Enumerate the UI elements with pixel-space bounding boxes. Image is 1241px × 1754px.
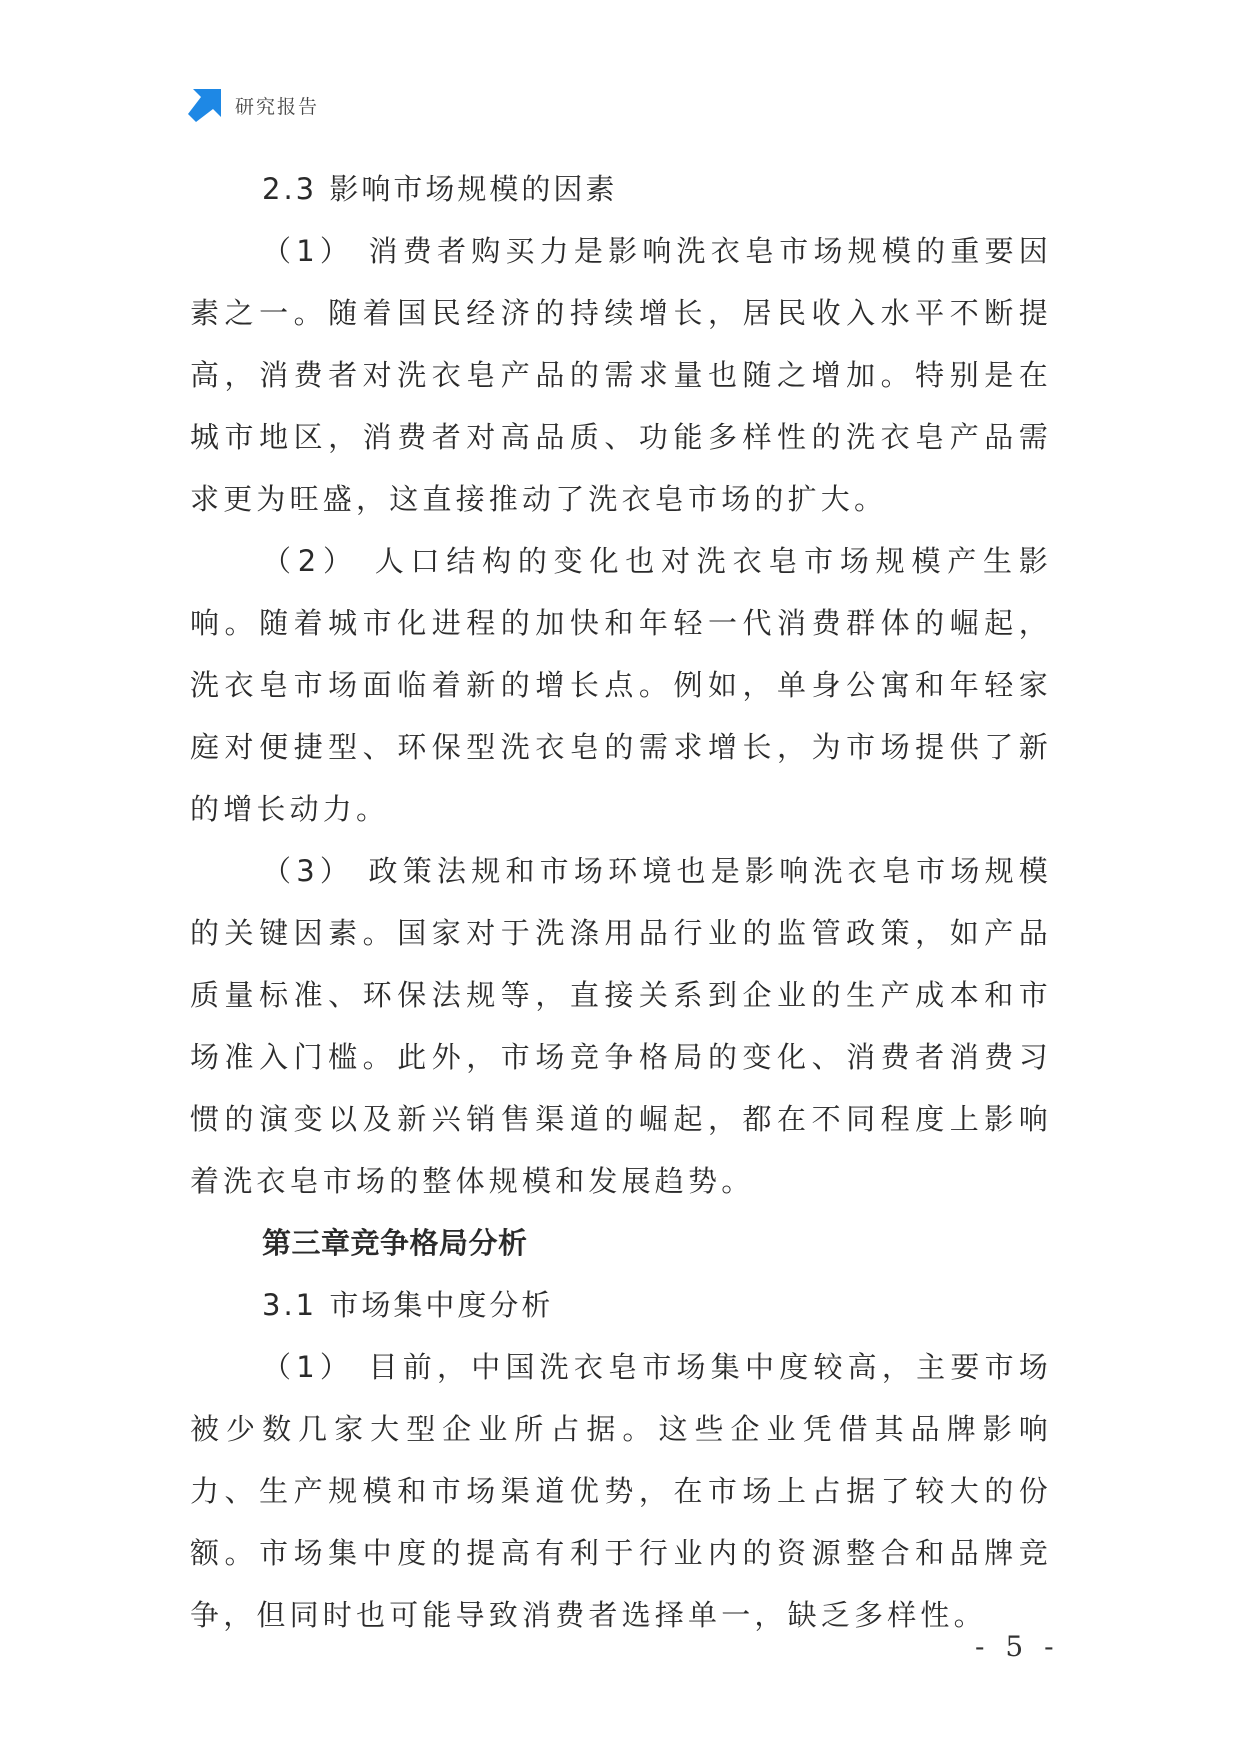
paragraph-2-3-2: （2） 人口结构的变化也对洗衣皂市场规模产生影响。随着城市化进程的加快和年轻一代消费群体的崛起，洗衣皂市场面临着新的增长点。例如，单身公寓和年轻家庭对便捷型、环保型洗衣皂的需求增长，为市场提供了新的增长动力。 <box>190 544 1052 826</box>
document-body <box>190 158 1052 1646</box>
section-3-1-heading: 3.1 市场集中度分析 <box>262 1288 554 1322</box>
arrow-up-right-logo-icon <box>188 89 221 122</box>
paragraph-2-3-1: （1） 消费者购买力是影响洗衣皂市场规模的重要因素之一。随着国民经济的持续增长，居民收入水平不断提高，消费者对洗衣皂产品的需求量也随之增加。特别是在城市地区，消费者对高品质、功能多样性的洗衣皂产品需求更为旺盛，这直接推动了洗衣皂市场的扩大。 <box>190 234 1052 516</box>
report-header <box>188 88 319 122</box>
chapter-3-heading: 第三章竞争格局分析 <box>262 1226 528 1260</box>
header-title: 研究报告 <box>235 95 320 118</box>
paragraph-3-1-1: （1） 目前，中国洗衣皂市场集中度较高，主要市场被少数几家大型企业所占据。这些企业凭借其品牌影响力、生产规模和市场渠道优势，在市场上占据了较大的份额。市场集中度的提高有利于行业内的资源整合和品牌竞争，但同时也可能导致消费者选择单一，缺乏多样性。 <box>190 1350 1052 1632</box>
paragraph-2-3-3: （3） 政策法规和市场环境也是影响洗衣皂市场规模的关键因素。国家对于洗涤用品行业的监管政策，如产品质量标准、环保法规等，直接关系到企业的生产成本和市场准入门槛。此外，市场竞争格局的变化、消费者消费习惯的演变以及新兴销售渠道的崛起，都在不同程度上影响着洗衣皂市场的整体规模和发展趋势。 <box>190 854 1052 1198</box>
page-number: - 5 - <box>975 1630 1060 1663</box>
section-2-3-heading: 2.3 影响市场规模的因素 <box>262 172 618 206</box>
